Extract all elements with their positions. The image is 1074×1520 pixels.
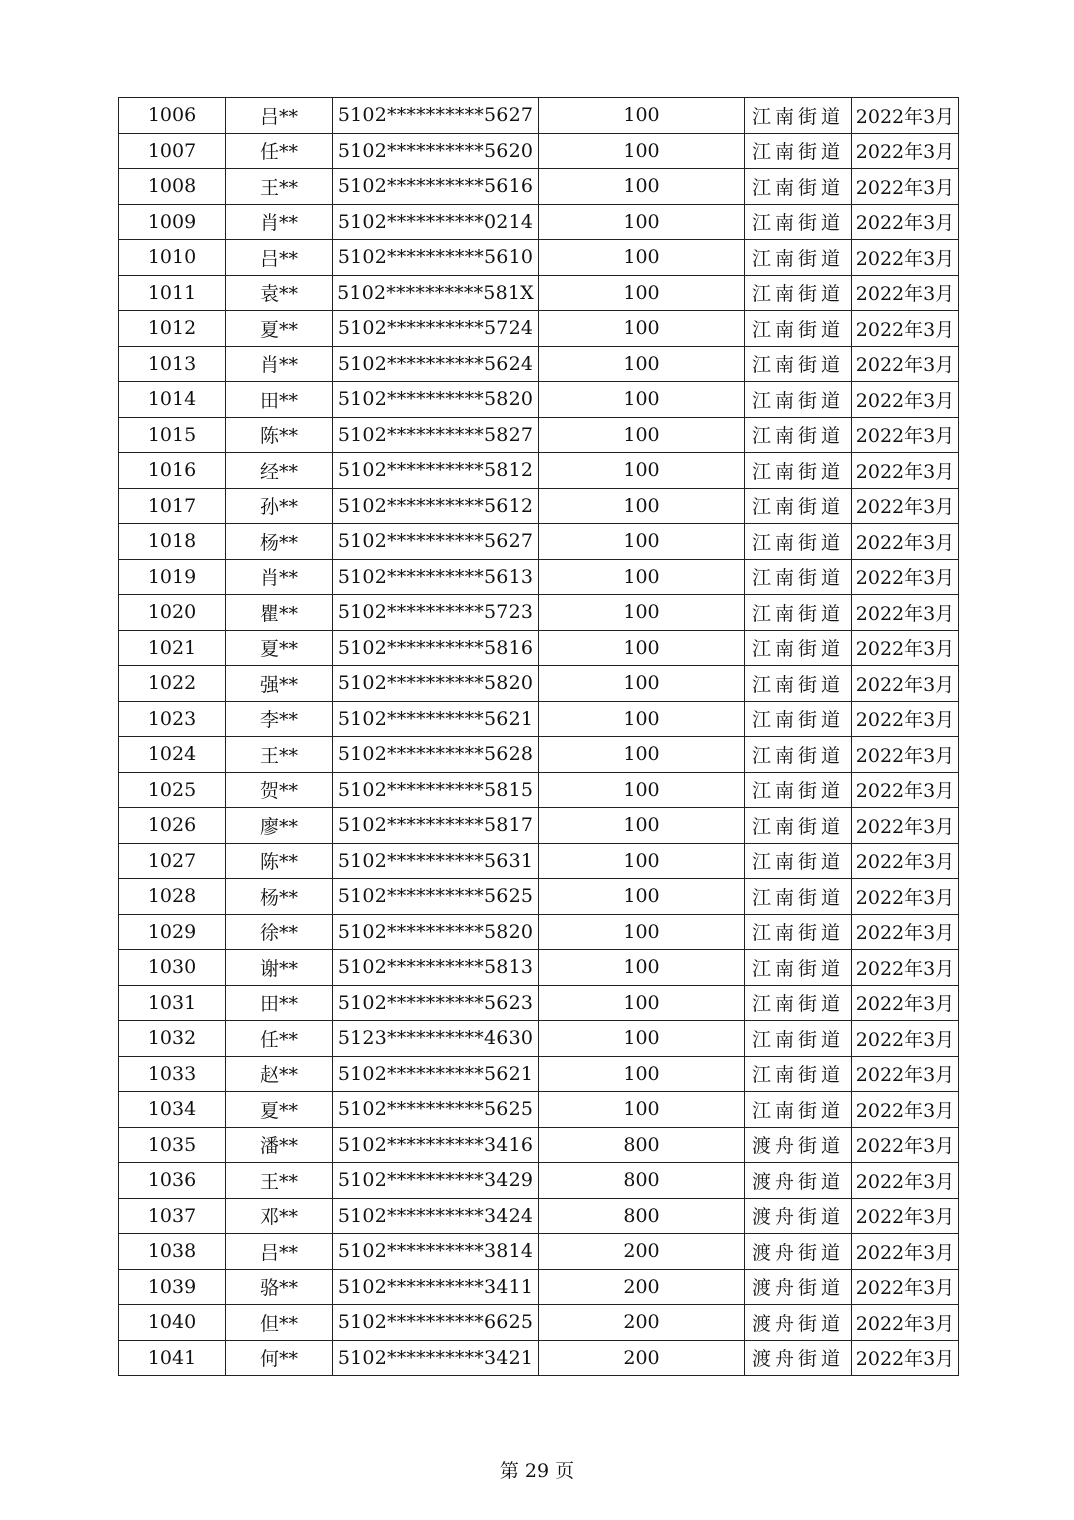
row-number-cell: 1017: [119, 488, 226, 524]
table-row: [119, 240, 959, 276]
month-cell: 2022年3月: [852, 417, 959, 453]
table-row: [119, 311, 959, 347]
month-cell: 2022年3月: [852, 737, 959, 773]
id-number-cell: 5102**********5616: [333, 169, 539, 205]
month-cell: 2022年3月: [852, 488, 959, 524]
amount-cell: 800: [539, 1127, 745, 1163]
name-cell: 肖**: [226, 559, 333, 595]
row-number-cell: 1036: [119, 1163, 226, 1199]
row-number-cell: 1026: [119, 808, 226, 844]
id-number-cell: 5102**********3424: [333, 1198, 539, 1234]
name-cell: 谢**: [226, 950, 333, 986]
name-cell: 邓**: [226, 1198, 333, 1234]
amount-cell: 100: [539, 133, 745, 169]
street-cell: 江南街道: [745, 985, 852, 1021]
street-cell: 江南街道: [745, 559, 852, 595]
street-cell: 江南街道: [745, 453, 852, 489]
street-cell: 江南街道: [745, 204, 852, 240]
street-cell: 江南街道: [745, 488, 852, 524]
amount-cell: 800: [539, 1163, 745, 1199]
amount-cell: 100: [539, 169, 745, 205]
name-cell: 王**: [226, 737, 333, 773]
amount-cell: 100: [539, 879, 745, 915]
row-number-cell: 1027: [119, 843, 226, 879]
street-cell: 江南街道: [745, 275, 852, 311]
table-row: [119, 559, 959, 595]
table-row: [119, 1092, 959, 1128]
month-cell: 2022年3月: [852, 701, 959, 737]
month-cell: 2022年3月: [852, 240, 959, 276]
id-number-cell: 5102**********5624: [333, 346, 539, 382]
id-number-cell: 5102**********5620: [333, 133, 539, 169]
row-number-cell: 1028: [119, 879, 226, 915]
row-number-cell: 1012: [119, 311, 226, 347]
row-number-cell: 1038: [119, 1234, 226, 1270]
amount-cell: 100: [539, 559, 745, 595]
id-number-cell: 5102**********5820: [333, 914, 539, 950]
table-row: [119, 169, 959, 205]
name-cell: 田**: [226, 985, 333, 1021]
name-cell: 强**: [226, 666, 333, 702]
name-cell: 杨**: [226, 524, 333, 560]
month-cell: 2022年3月: [852, 1234, 959, 1270]
street-cell: 渡舟街道: [745, 1127, 852, 1163]
id-number-cell: 5102**********5816: [333, 630, 539, 666]
id-number-cell: 5102**********5625: [333, 879, 539, 915]
id-number-cell: 5102**********5812: [333, 453, 539, 489]
table-row: [119, 1269, 959, 1305]
row-number-cell: 1014: [119, 382, 226, 418]
table-row: [119, 453, 959, 489]
amount-cell: 100: [539, 98, 745, 134]
month-cell: 2022年3月: [852, 1021, 959, 1057]
id-number-cell: 5102**********3421: [333, 1340, 539, 1376]
name-cell: 廖**: [226, 808, 333, 844]
table-row: [119, 1021, 959, 1057]
amount-cell: 800: [539, 1198, 745, 1234]
table-row: [119, 701, 959, 737]
id-number-cell: 5102**********5627: [333, 98, 539, 134]
table-row: [119, 1127, 959, 1163]
amount-cell: 100: [539, 488, 745, 524]
street-cell: 渡舟街道: [745, 1269, 852, 1305]
month-cell: 2022年3月: [852, 950, 959, 986]
month-cell: 2022年3月: [852, 559, 959, 595]
month-cell: 2022年3月: [852, 843, 959, 879]
amount-cell: 100: [539, 950, 745, 986]
id-number-cell: 5102**********5610: [333, 240, 539, 276]
row-number-cell: 1020: [119, 595, 226, 631]
id-number-cell: 5102**********5827: [333, 417, 539, 453]
street-cell: 江南街道: [745, 382, 852, 418]
roster-table: [118, 97, 959, 1376]
amount-cell: 100: [539, 914, 745, 950]
table-row: [119, 772, 959, 808]
street-cell: 江南街道: [745, 346, 852, 382]
name-cell: 骆**: [226, 1269, 333, 1305]
name-cell: 吕**: [226, 1234, 333, 1270]
amount-cell: 100: [539, 843, 745, 879]
name-cell: 陈**: [226, 417, 333, 453]
page-number: 第 29 页: [499, 1460, 575, 1482]
street-cell: 渡舟街道: [745, 1198, 852, 1234]
roster-table-body: [119, 98, 959, 1376]
amount-cell: 100: [539, 204, 745, 240]
table-row: [119, 1056, 959, 1092]
month-cell: 2022年3月: [852, 1269, 959, 1305]
amount-cell: 100: [539, 1021, 745, 1057]
name-cell: 杨**: [226, 879, 333, 915]
amount-cell: 100: [539, 275, 745, 311]
month-cell: 2022年3月: [852, 133, 959, 169]
id-number-cell: 5102**********5813: [333, 950, 539, 986]
id-number-cell: 5102**********5627: [333, 524, 539, 560]
name-cell: 瞿**: [226, 595, 333, 631]
table-row: [119, 666, 959, 702]
street-cell: 江南街道: [745, 1021, 852, 1057]
amount-cell: 100: [539, 417, 745, 453]
name-cell: 吕**: [226, 98, 333, 134]
name-cell: 肖**: [226, 204, 333, 240]
street-cell: 江南街道: [745, 595, 852, 631]
month-cell: 2022年3月: [852, 524, 959, 560]
name-cell: 夏**: [226, 1092, 333, 1128]
id-number-cell: 5102**********5612: [333, 488, 539, 524]
row-number-cell: 1008: [119, 169, 226, 205]
table-row: [119, 98, 959, 134]
amount-cell: 100: [539, 1092, 745, 1128]
table-row: [119, 737, 959, 773]
row-number-cell: 1019: [119, 559, 226, 595]
month-cell: 2022年3月: [852, 311, 959, 347]
amount-cell: 100: [539, 595, 745, 631]
street-cell: 渡舟街道: [745, 1163, 852, 1199]
row-number-cell: 1022: [119, 666, 226, 702]
row-number-cell: 1016: [119, 453, 226, 489]
row-number-cell: 1037: [119, 1198, 226, 1234]
id-number-cell: 5102**********5820: [333, 382, 539, 418]
id-number-cell: 5123**********4630: [333, 1021, 539, 1057]
row-number-cell: 1018: [119, 524, 226, 560]
row-number-cell: 1009: [119, 204, 226, 240]
table-row: [119, 382, 959, 418]
id-number-cell: 5102**********5621: [333, 1056, 539, 1092]
table-row: [119, 1340, 959, 1376]
amount-cell: 100: [539, 630, 745, 666]
street-cell: 江南街道: [745, 133, 852, 169]
street-cell: 江南街道: [745, 808, 852, 844]
row-number-cell: 1015: [119, 417, 226, 453]
id-number-cell: 5102**********5621: [333, 701, 539, 737]
id-number-cell: 5102**********5625: [333, 1092, 539, 1128]
table-row: [119, 985, 959, 1021]
amount-cell: 100: [539, 240, 745, 276]
month-cell: 2022年3月: [852, 346, 959, 382]
street-cell: 江南街道: [745, 169, 852, 205]
amount-cell: 100: [539, 382, 745, 418]
amount-cell: 100: [539, 311, 745, 347]
name-cell: 孙**: [226, 488, 333, 524]
street-cell: 渡舟街道: [745, 1340, 852, 1376]
name-cell: 李**: [226, 701, 333, 737]
name-cell: 王**: [226, 169, 333, 205]
street-cell: 渡舟街道: [745, 1305, 852, 1341]
street-cell: 江南街道: [745, 843, 852, 879]
row-number-cell: 1032: [119, 1021, 226, 1057]
month-cell: 2022年3月: [852, 1340, 959, 1376]
month-cell: 2022年3月: [852, 382, 959, 418]
amount-cell: 200: [539, 1340, 745, 1376]
id-number-cell: 5102**********3411: [333, 1269, 539, 1305]
row-number-cell: 1034: [119, 1092, 226, 1128]
row-number-cell: 1029: [119, 914, 226, 950]
street-cell: 渡舟街道: [745, 1234, 852, 1270]
amount-cell: 200: [539, 1234, 745, 1270]
month-cell: 2022年3月: [852, 1163, 959, 1199]
street-cell: 江南街道: [745, 950, 852, 986]
table-row: [119, 1234, 959, 1270]
name-cell: 王**: [226, 1163, 333, 1199]
month-cell: 2022年3月: [852, 98, 959, 134]
street-cell: 江南街道: [745, 311, 852, 347]
row-number-cell: 1011: [119, 275, 226, 311]
month-cell: 2022年3月: [852, 808, 959, 844]
name-cell: 夏**: [226, 311, 333, 347]
amount-cell: 200: [539, 1305, 745, 1341]
row-number-cell: 1013: [119, 346, 226, 382]
street-cell: 江南街道: [745, 666, 852, 702]
amount-cell: 200: [539, 1269, 745, 1305]
table-row: [119, 1198, 959, 1234]
month-cell: 2022年3月: [852, 772, 959, 808]
table-row: [119, 524, 959, 560]
name-cell: 夏**: [226, 630, 333, 666]
month-cell: 2022年3月: [852, 1127, 959, 1163]
street-cell: 江南街道: [745, 1092, 852, 1128]
id-number-cell: 5102**********0214: [333, 204, 539, 240]
row-number-cell: 1035: [119, 1127, 226, 1163]
amount-cell: 100: [539, 453, 745, 489]
id-number-cell: 5102**********6625: [333, 1305, 539, 1341]
name-cell: 任**: [226, 1021, 333, 1057]
table-row: [119, 346, 959, 382]
id-number-cell: 5102**********581X: [333, 275, 539, 311]
street-cell: 江南街道: [745, 1056, 852, 1092]
id-number-cell: 5102**********5631: [333, 843, 539, 879]
name-cell: 潘**: [226, 1127, 333, 1163]
amount-cell: 100: [539, 985, 745, 1021]
amount-cell: 100: [539, 701, 745, 737]
id-number-cell: 5102**********5817: [333, 808, 539, 844]
month-cell: 2022年3月: [852, 985, 959, 1021]
table-row: [119, 950, 959, 986]
name-cell: 陈**: [226, 843, 333, 879]
name-cell: 贺**: [226, 772, 333, 808]
row-number-cell: 1025: [119, 772, 226, 808]
month-cell: 2022年3月: [852, 595, 959, 631]
street-cell: 江南街道: [745, 417, 852, 453]
table-row: [119, 914, 959, 950]
street-cell: 江南街道: [745, 98, 852, 134]
month-cell: 2022年3月: [852, 1305, 959, 1341]
row-number-cell: 1041: [119, 1340, 226, 1376]
street-cell: 江南街道: [745, 630, 852, 666]
table-row: [119, 488, 959, 524]
id-number-cell: 5102**********3416: [333, 1127, 539, 1163]
row-number-cell: 1010: [119, 240, 226, 276]
amount-cell: 100: [539, 808, 745, 844]
row-number-cell: 1023: [119, 701, 226, 737]
name-cell: 肖**: [226, 346, 333, 382]
name-cell: 田**: [226, 382, 333, 418]
amount-cell: 100: [539, 666, 745, 702]
id-number-cell: 5102**********5815: [333, 772, 539, 808]
row-number-cell: 1006: [119, 98, 226, 134]
name-cell: 但**: [226, 1305, 333, 1341]
table-row: [119, 595, 959, 631]
name-cell: 袁**: [226, 275, 333, 311]
month-cell: 2022年3月: [852, 204, 959, 240]
amount-cell: 100: [539, 1056, 745, 1092]
month-cell: 2022年3月: [852, 169, 959, 205]
street-cell: 江南街道: [745, 701, 852, 737]
month-cell: 2022年3月: [852, 1056, 959, 1092]
row-number-cell: 1007: [119, 133, 226, 169]
amount-cell: 100: [539, 346, 745, 382]
street-cell: 江南街道: [745, 240, 852, 276]
month-cell: 2022年3月: [852, 666, 959, 702]
month-cell: 2022年3月: [852, 914, 959, 950]
id-number-cell: 5102**********5628: [333, 737, 539, 773]
month-cell: 2022年3月: [852, 1198, 959, 1234]
name-cell: 何**: [226, 1340, 333, 1376]
id-number-cell: 5102**********5723: [333, 595, 539, 631]
table-row: [119, 417, 959, 453]
table-row: [119, 133, 959, 169]
month-cell: 2022年3月: [852, 453, 959, 489]
id-number-cell: 5102**********5724: [333, 311, 539, 347]
id-number-cell: 5102**********5820: [333, 666, 539, 702]
month-cell: 2022年3月: [852, 1092, 959, 1128]
street-cell: 江南街道: [745, 737, 852, 773]
row-number-cell: 1039: [119, 1269, 226, 1305]
table-row: [119, 879, 959, 915]
table-row: [119, 204, 959, 240]
street-cell: 江南街道: [745, 772, 852, 808]
name-cell: 任**: [226, 133, 333, 169]
row-number-cell: 1040: [119, 1305, 226, 1341]
id-number-cell: 5102**********5613: [333, 559, 539, 595]
row-number-cell: 1031: [119, 985, 226, 1021]
name-cell: 赵**: [226, 1056, 333, 1092]
id-number-cell: 5102**********5623: [333, 985, 539, 1021]
table-row: [119, 275, 959, 311]
table-row: [119, 808, 959, 844]
table-row: [119, 1305, 959, 1341]
id-number-cell: 5102**********3814: [333, 1234, 539, 1270]
table-row: [119, 1163, 959, 1199]
name-cell: 吕**: [226, 240, 333, 276]
row-number-cell: 1033: [119, 1056, 226, 1092]
row-number-cell: 1024: [119, 737, 226, 773]
row-number-cell: 1021: [119, 630, 226, 666]
month-cell: 2022年3月: [852, 630, 959, 666]
name-cell: 经**: [226, 453, 333, 489]
name-cell: 徐**: [226, 914, 333, 950]
street-cell: 江南街道: [745, 914, 852, 950]
street-cell: 江南街道: [745, 879, 852, 915]
month-cell: 2022年3月: [852, 275, 959, 311]
amount-cell: 100: [539, 737, 745, 773]
amount-cell: 100: [539, 524, 745, 560]
table-row: [119, 843, 959, 879]
row-number-cell: 1030: [119, 950, 226, 986]
id-number-cell: 5102**********3429: [333, 1163, 539, 1199]
street-cell: 江南街道: [745, 524, 852, 560]
table-row: [119, 630, 959, 666]
amount-cell: 100: [539, 772, 745, 808]
month-cell: 2022年3月: [852, 879, 959, 915]
